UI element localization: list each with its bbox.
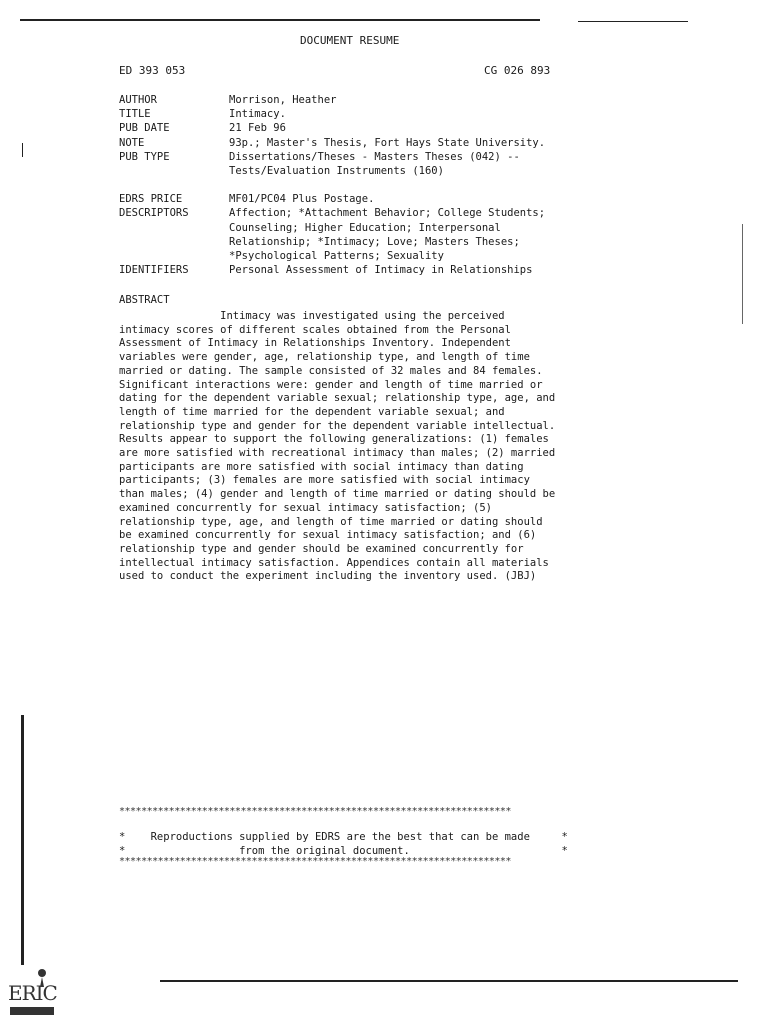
abstract-line: participants; (3) females are more satisfied with social intimacy <box>119 474 530 487</box>
field-value-line: 93p.; Master's Thesis, Fort Hays State University. <box>229 136 546 149</box>
field-value-line: Personal Assessment of Intimacy in Relationships <box>229 264 533 277</box>
abstract-line: than males; (4) gender and length of time married or dating should be <box>119 488 556 501</box>
footer-line-2: * from the original document. * <box>119 845 568 857</box>
abstract-body <box>119 310 619 584</box>
field-title <box>119 107 609 121</box>
field-value <box>229 263 609 277</box>
ed-number: ED 393 053 <box>119 64 186 77</box>
abstract-line: dating for the dependent variable sexual; relationship type, age, and <box>119 392 556 405</box>
top-rule <box>20 19 540 21</box>
abstract-line: variables were gender, age, relationship type, and length of time <box>119 351 530 364</box>
cg-number: CG 026 893 <box>484 64 551 77</box>
footer-stars-bottom: *********************************************************************** <box>119 856 511 867</box>
abstract-line: used to conduct the experiment including the inventory used. (JBJ) <box>119 570 537 583</box>
abstract-line: relationship type, age, and length of time married or dating should <box>119 515 543 528</box>
abstract-line: Assessment of Intimacy in Relationships Inventory. Independent <box>119 337 511 350</box>
abstract-line: length of time married for the dependent variable sexual; and <box>119 405 505 418</box>
field-value <box>229 93 609 107</box>
field-value-line: MF01/PC04 Plus Postage. <box>229 193 375 206</box>
abstract-line: relationship type and gender for the dependent variable intellectual. <box>119 419 556 432</box>
field-value <box>229 121 609 135</box>
abstract-line: intellectual intimacy satisfaction. Appendices contain all materials <box>119 556 549 569</box>
field-value-line: Tests/Evaluation Instruments (160) <box>229 165 444 178</box>
field-descriptors <box>119 206 609 263</box>
eric-logo-text: ERIC <box>8 981 57 1005</box>
left-margin-bar <box>21 715 24 965</box>
abstract-line: participants are more satisfied with social intimacy than dating <box>119 460 524 473</box>
top-rule-right <box>578 21 688 22</box>
field-value-line: Intimacy. <box>229 108 286 121</box>
abstract-line: Intimacy was investigated using the perceived <box>119 310 505 322</box>
abstract-line: Results appear to support the following generalizations: (1) females <box>119 433 549 446</box>
field-label: TITLE <box>119 108 151 121</box>
field-author <box>119 93 609 107</box>
abstract-line: examined concurrently for sexual intimacy satisfaction; (5) <box>119 501 492 514</box>
field-note <box>119 136 609 150</box>
field-edrs-price <box>119 192 609 206</box>
right-margin-mark <box>742 224 743 324</box>
field-label: DESCRIPTORS <box>119 207 189 220</box>
field-label: EDRS PRICE <box>119 193 183 206</box>
field-label: AUTHOR <box>119 94 157 106</box>
metadata-fields <box>119 93 609 277</box>
field-value <box>229 192 609 206</box>
field-value-line: Counseling; Higher Education; Interpersonal <box>229 221 501 234</box>
left-margin-mark <box>22 143 23 157</box>
field-value <box>229 150 609 178</box>
abstract-label: ABSTRACT <box>119 294 170 306</box>
footer-stars-top: *********************************************************************** <box>119 806 511 817</box>
field-value-line: Relationship; *Intimacy; Love; Masters Theses; <box>229 235 520 248</box>
field-value <box>229 206 609 263</box>
abstract-line: married or dating. The sample consisted of 32 males and 84 females. <box>119 364 543 377</box>
field-value-line: Dissertations/Theses - Masters Theses (042) -- <box>229 150 520 163</box>
field-label: PUB TYPE <box>119 150 170 163</box>
bottom-rule <box>160 980 738 982</box>
field-label: IDENTIFIERS <box>119 264 189 277</box>
field-pub-date <box>119 121 609 135</box>
field-label: NOTE <box>119 136 145 149</box>
field-value-line: Morrison, Heather <box>229 94 337 106</box>
footer-reproduction-note <box>119 830 568 858</box>
footer-line-1: * Reproductions supplied by EDRS are the best that can be made * <box>119 831 568 843</box>
field-label: PUB DATE <box>119 122 170 135</box>
field-pub-type <box>119 150 609 178</box>
abstract-line: be examined concurrently for sexual intimacy satisfaction; and (6) <box>119 529 537 542</box>
field-value-line: 21 Feb 96 <box>229 122 286 135</box>
eric-logo <box>6 965 66 1017</box>
abstract-line: are more satisfied with recreational intimacy than males; (2) married <box>119 447 556 460</box>
abstract-line: Significant interactions were: gender and length of time married or <box>119 378 543 391</box>
field-value-line: Affection; *Attachment Behavior; College Students; <box>229 207 546 220</box>
field-value <box>229 136 609 150</box>
abstract-line: relationship type and gender should be examined concurrently for <box>119 542 524 555</box>
field-value-line: *Psychological Patterns; Sexuality <box>229 250 444 263</box>
field-identifiers <box>119 263 609 277</box>
abstract-line: intimacy scores of different scales obtained from the Personal <box>119 323 511 336</box>
field-value <box>229 107 609 121</box>
document-title: DOCUMENT RESUME <box>300 34 400 47</box>
